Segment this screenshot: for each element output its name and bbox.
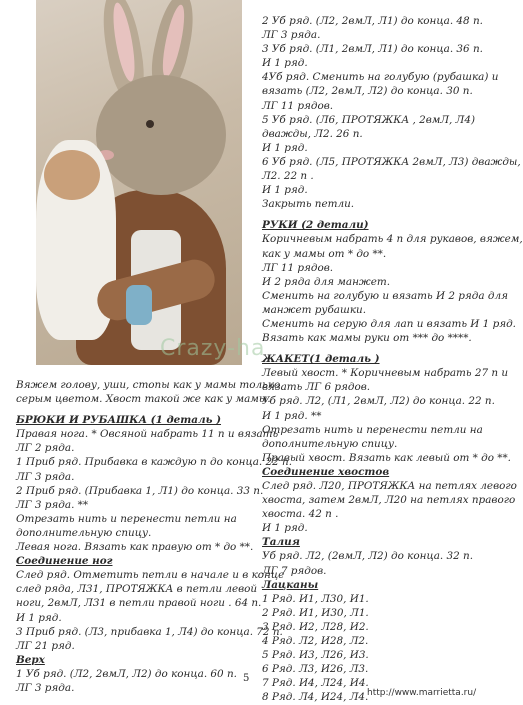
text-line: 1 Уб ряд. (Л2, 2вмЛ, Л2) до конца. 60 п. <box>16 667 237 680</box>
section-heading: Талия <box>262 536 300 549</box>
text-line: ЛГ 11 рядов. <box>262 261 334 274</box>
text-line: дополнительную спицу. <box>16 526 152 539</box>
text-line: ЛГ 7 рядов. <box>262 564 327 577</box>
knitted-bunny-photo <box>36 0 242 365</box>
text-line: И 1 ряд. <box>16 611 62 624</box>
spacer <box>16 406 248 413</box>
text-line: ноги, 2вмЛ, Л31 в петли правой ноги . 64 п. <box>16 597 262 610</box>
spacer <box>262 345 490 352</box>
text-line: 1 Приб ряд. Прибавка в каждую п до конца. 22 п. <box>16 456 293 469</box>
text-line: 4Уб ряд. Сменить на голубую (рубашка) и <box>262 71 499 84</box>
text-line: Коричневым набрать 4 п для рукавов, вяжем, <box>262 233 523 246</box>
section-heading: Соединение ног <box>16 555 113 568</box>
text-line: Правый хвост. Вязать как левый от * до **. <box>262 451 511 464</box>
text-line: ЛГ 21 ряд. <box>16 639 75 652</box>
text-line: 2 Уб ряд. (Л2, 2вмЛ, Л1) до конца. 48 п. <box>262 15 483 27</box>
text-line: 5 Уб ряд. (Л6, ПРОТЯЖКА , 2вмЛ, Л4) <box>262 113 476 126</box>
text-line: 3 Ряд. И2, Л28, И2. <box>262 620 369 633</box>
watermark-text: Crazy-ha <box>160 336 266 361</box>
section-heading: БРЮКИ И РУБАШКА (1 деталь ) <box>16 414 222 427</box>
text-line: Отрезать нить и перенести петли на <box>262 423 483 436</box>
page-number: 5 <box>243 673 250 684</box>
text-line: И 1 ряд. <box>262 57 308 70</box>
text-line: след ряда, Л31, ПРОТЯЖКА в петли левой <box>16 583 258 596</box>
section-heading: Лацканы <box>262 578 319 591</box>
text-line: Уб ряд. Л2, (2вмЛ, Л2) до конца. 32 п. <box>262 550 474 563</box>
text-line: вязать ЛГ 6 рядов. <box>262 381 371 394</box>
text-line: Закрыть петли. <box>262 198 355 211</box>
text-line: 3 Уб ряд. (Л1, 2вмЛ, Л1) до конца. 36 п. <box>262 43 483 56</box>
section-heading: Соединение хвостов <box>262 465 390 478</box>
text-line: Вязать как мамы руки от *** до ****. <box>262 332 472 345</box>
text-line: 7 Ряд. И4, Л24, И4. <box>262 677 369 690</box>
text-line: ЛГ 3 ряда. <box>16 681 75 694</box>
text-line: ЛГ 2 ряда. <box>16 442 75 455</box>
text-line: как у мамы от * до **. <box>262 247 387 260</box>
text-line: манжет рубашки. <box>262 303 367 316</box>
text-line: И 1 ряд. ** <box>262 409 322 422</box>
text-line: И 1 ряд. <box>262 522 308 535</box>
text-line: И 2 ряда для манжет. <box>262 275 391 288</box>
text-line: Левая нога. Вязать как правую от * до **. <box>16 541 254 554</box>
text-line: 1 Ряд. И1, Л30, И1. <box>262 592 369 605</box>
section-heading: ЖАКЕТ(1 деталь ) <box>262 353 380 366</box>
text-line: И 1 ряд. <box>262 141 308 154</box>
text-line: След ряд. Отметить петли в начале и в конце <box>16 569 285 582</box>
text-line: вязать (Л2, 2вмЛ, Л2) до конца. 30 п. <box>262 85 473 98</box>
text-line: ЛГ 3 ряда. <box>16 470 75 483</box>
text-line: ЛГ 11 рядов. <box>262 99 334 112</box>
text-line: 6 Уб ряд. (Л5, ПРОТЯЖКА 2вмЛ, Л3) дважды, <box>262 155 521 168</box>
text-line: Отрезать нить и перенести петли на <box>16 512 237 525</box>
text-line: 2 Ряд. И1, И30, Л1. <box>262 606 369 619</box>
text-line: И 1 ряд. <box>262 184 308 197</box>
text-line: След ряд. Л20, ПРОТЯЖКА на петлях левого <box>262 480 517 492</box>
text-line: Уб ряд. Л2, (Л1, 2вмЛ, Л2) до конца. 22 п. <box>262 395 495 408</box>
right-text-column <box>262 14 523 705</box>
text-line: Левый хвост. * Коричневым набрать 27 п и <box>262 367 509 380</box>
text-line: ЛГ 3 ряда. ** <box>16 498 89 511</box>
text-line: серым цветом. Хвост такой же как у мамы. <box>16 393 271 406</box>
site-url: http://www.marrietta.ru/ <box>367 688 477 698</box>
text-line: ЛГ 3 ряда. <box>262 29 321 42</box>
text-line: 2 Приб ряд. (Прибавка 1, Л1) до конца. 33 п. <box>16 484 264 497</box>
section-heading: Верх <box>16 653 45 666</box>
text-line: 5 Ряд. И3, Л26, И3. <box>262 649 369 662</box>
section-heading: РУКИ (2 детали) <box>262 219 369 232</box>
text-line: Правая нога. * Овсяной набрать 11 п и вязать <box>16 428 279 441</box>
text-line: 8 Ряд. Л4, И24, Л4. <box>262 691 369 704</box>
text-line: Сменить на серую для лап и вязать И 1 ряд. <box>262 317 516 330</box>
text-line: 3 Приб ряд. (Л3, прибавка 1, Л4) до конца. 72 п. <box>16 625 283 638</box>
text-line: 4 Ряд. Л2, И28, Л2. <box>262 635 369 648</box>
text-line: дважды, Л2. 26 п. <box>262 127 363 140</box>
text-line: хвоста. 42 п . <box>262 508 339 521</box>
spacer <box>262 211 490 218</box>
text-line: Л2. 22 п . <box>262 170 314 183</box>
text-line: хвоста, затем 2вмЛ, Л20 на петлях правого <box>262 494 516 507</box>
text-line: Сменить на голубую и вязать И 2 ряда для <box>262 289 508 302</box>
text-line: Вяжем голову, уши, стопы как у мамы только <box>16 379 281 391</box>
text-line: 6 Ряд. Л3, И26, Л3. <box>262 663 369 676</box>
text-line: дополнительную спицу. <box>262 437 398 450</box>
